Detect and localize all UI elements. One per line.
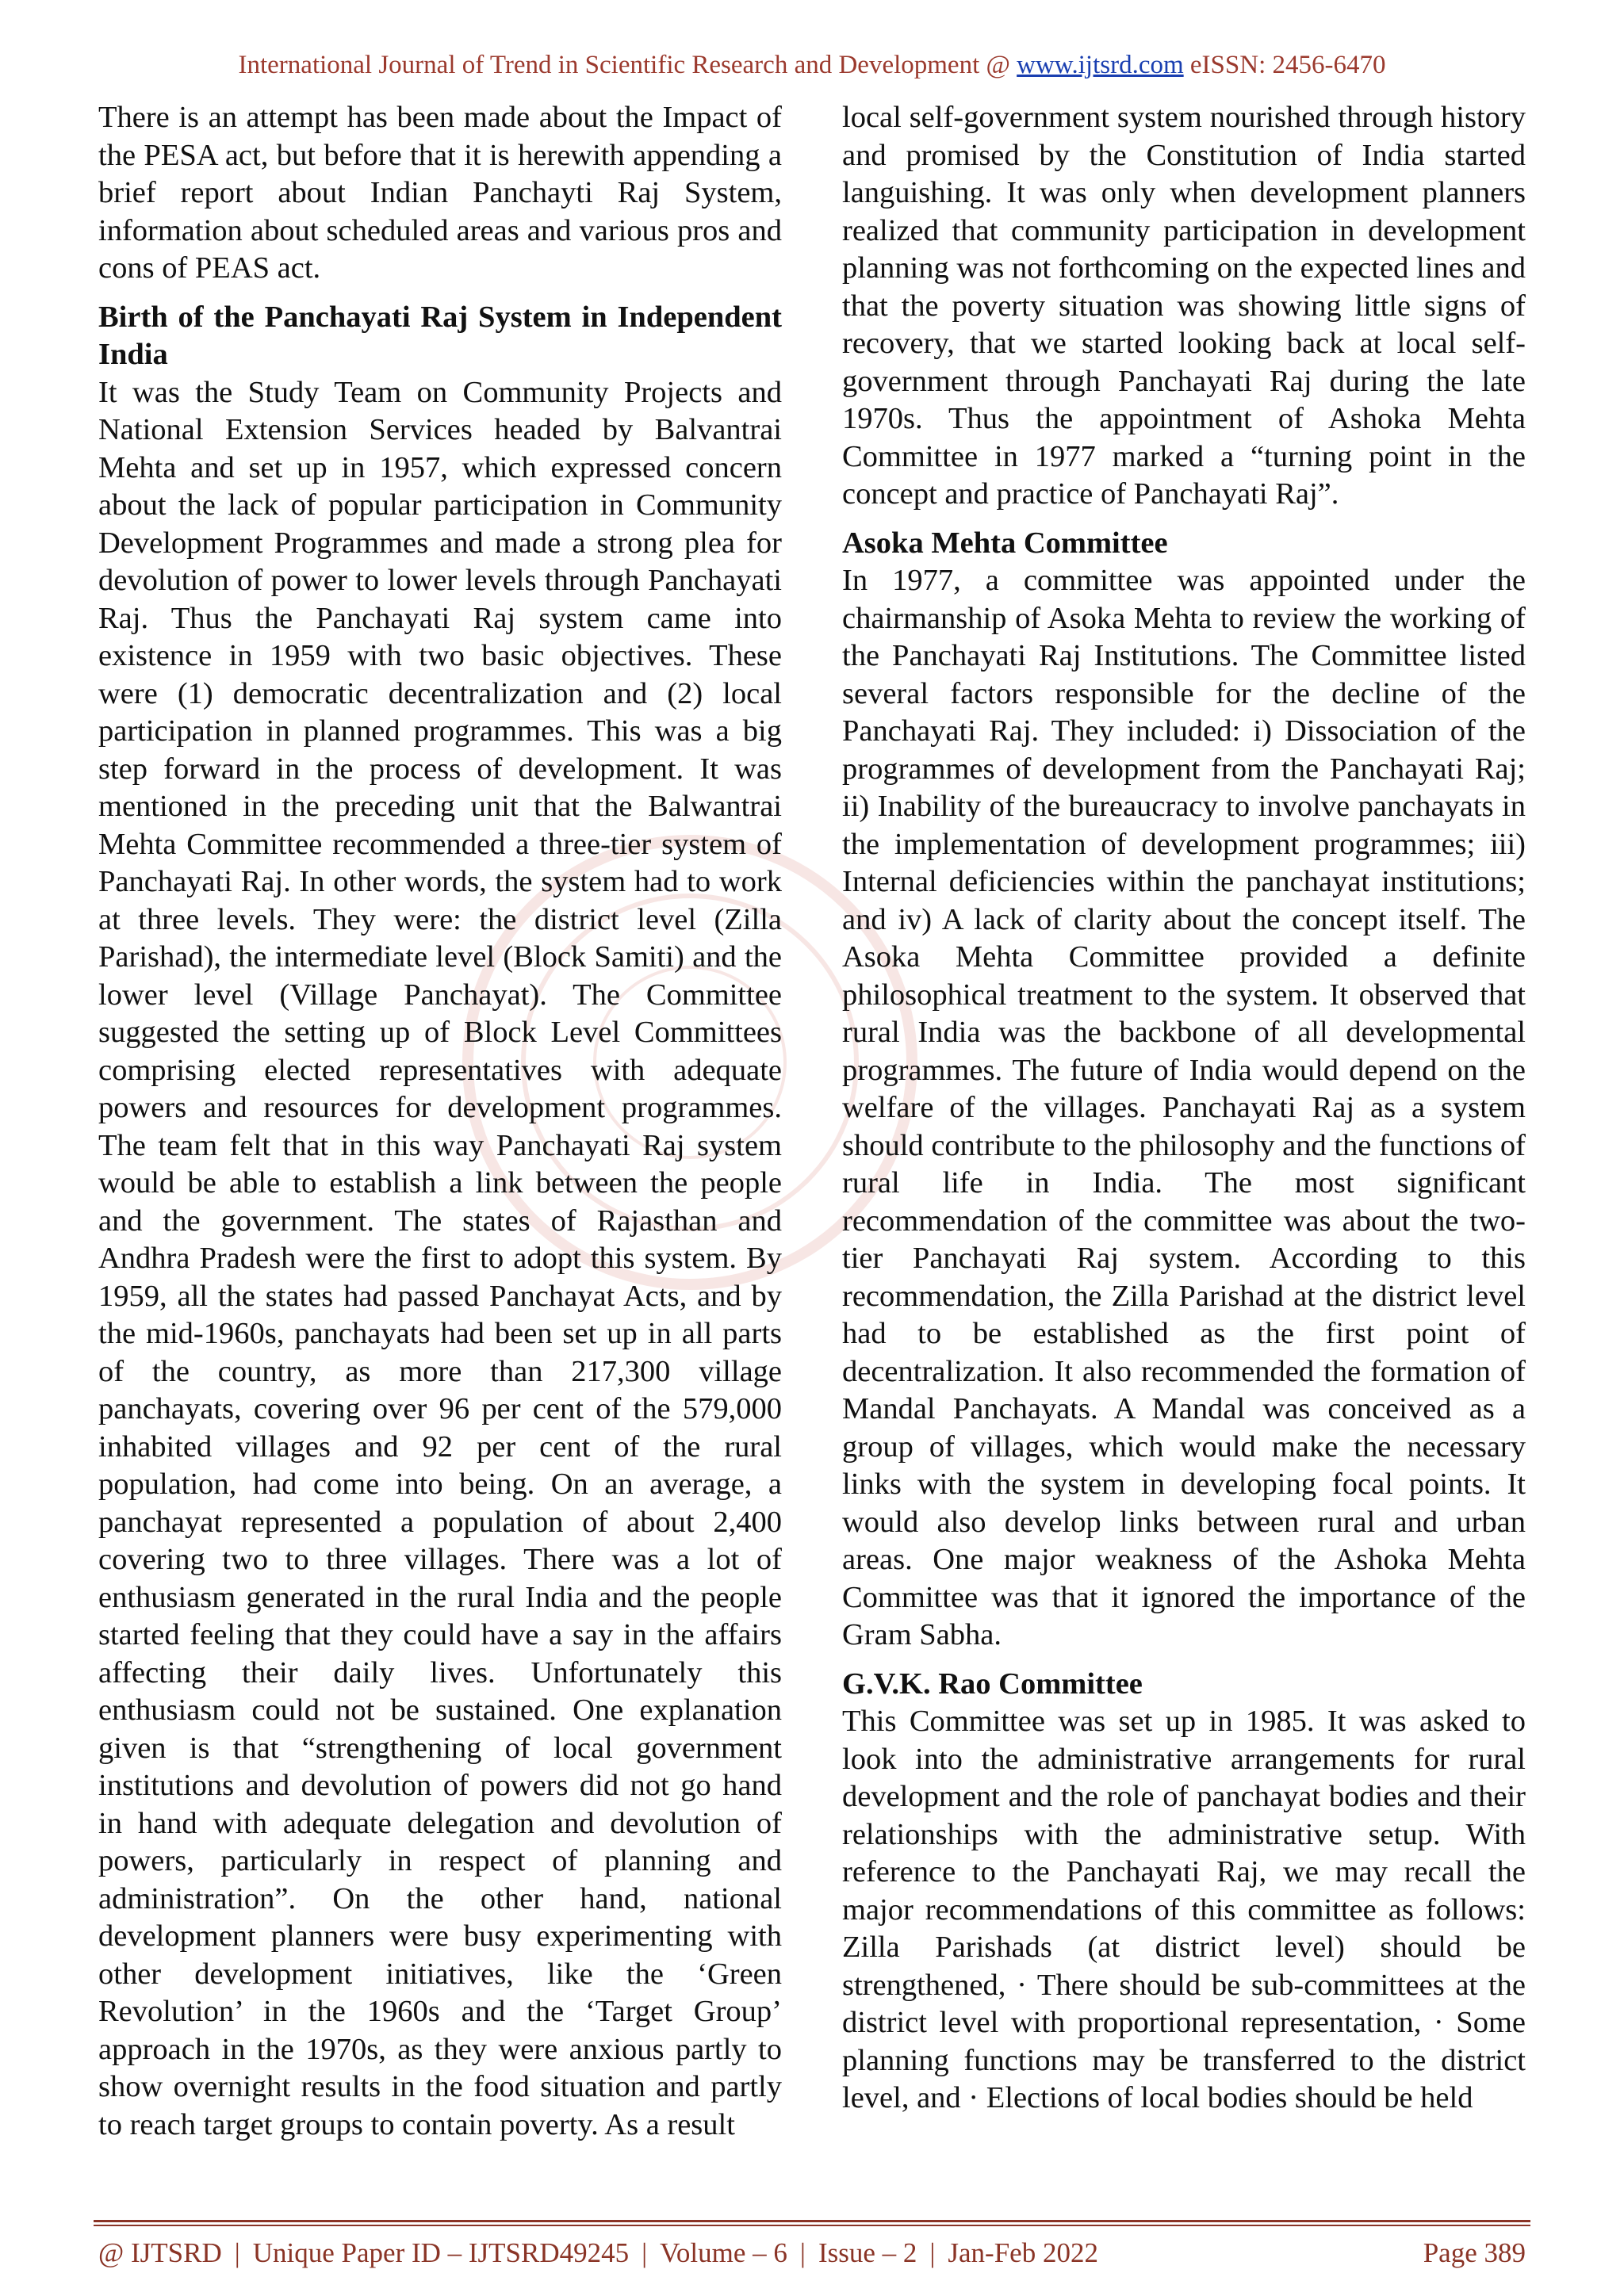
continuation-paragraph: local self-government system nourished through history and promised by the Constitution of India started languishing. It was only when development planners realized that community participation in development planning was not forthcoming on the expected lines and that the poverty situation was showing little signs of recovery, that we started looking back at local self-government through Panchayati Raj during the late 1970s. Thus the appointment of Ashoka Mehta Committee in 1977 marked a “turning point in the concept and practice of Panchayati Raj”. xyxy=(842,101,1526,511)
left-column xyxy=(98,99,782,2144)
section-heading-gvk-rao-committee: G.V.K. Rao Committee xyxy=(842,1667,1143,1701)
footer-issue: Issue – 2 xyxy=(818,2237,917,2268)
section-body-birth-of-panchayati-raj: It was the Study Team on Community Projects and National Extension Services headed by Balvantrai Mehta and set up in 1957, which expressed concern about the lack of popular participation in Community Development Programmes and made a strong plea for devolution of power to lower levels through Panchayati Raj. Thus the Panchayati Raj system came into existence in 1959 with two basic objectives. These were (1) democratic decentralization and (2) local participation in planned programmes. This was a big step forward in the process of development. It was mentioned in the preceding unit that the Balwantrai Mehta Committee recommended a three-tier system of Panchayati Raj. In other words, the system had to work at three levels. They were: the district level (Zilla Parishad), the intermediate level (Block Samiti) and the lower level (Village Panchayat). The Committee suggested the setting up of Block Level Committees comprising elected representatives with adequate powers and resources for development programmes. The team felt that in this way Panchayati Raj system would be able to establish a link between the people and the government. The states of Rajasthan and Andhra Pradesh were the first to adopt this system. By 1959, all the states had passed Panchayat Acts, and by the mid-1960s, panchayats had been set up in all parts of the country, as more than 217,300 village panchayats, covering over 96 per cent of the 579,000 inhabited villages and 92 per cent of the rural population, had come into being. On an average, a panchayat represented a population of about 2,400 covering two to three villages. There was a lot of enthusiasm generated in the rural India and the people started feeling that they could have a say in the affairs affecting their daily lives. Unfortunately this enthusiasm could not be sustained. One explanation given is that “strengthening of local government institutions and devolution of powers did not go hand in hand with adequate delegation and devolution of powers, particularly in respect of planning and administration”. On the other hand, national development planners were busy experimenting with other development initiatives, like the ‘Green Revolution’ in the 1960s and the ‘Target Group’ approach in the 1970s, as they were anxious partly to show overnight results in the food situation and partly to reach target groups to contain poverty. As a result xyxy=(98,375,782,2141)
issn: eISSN: 2456-6470 xyxy=(1189,51,1386,79)
right-column xyxy=(842,99,1526,2118)
footer-divider-thin xyxy=(94,2225,1530,2226)
page-header xyxy=(0,49,1624,81)
footer-divider xyxy=(94,2220,1530,2222)
intro-paragraph: There is an attempt has been made about the Impact of the PESA act, but before that it is herewith appending a brief report about Indian Panchayti Raj System, information about scheduled areas and various pros and cons of PEAS act. xyxy=(98,101,782,285)
section-body-asoka-mehta-committee: In 1977, a committee was appointed under the chairmanship of Asoka Mehta to review the working of the Panchayati Raj Institutions. The Committee listed several factors responsible for the decline of the Panchayati Raj. They included: i) Dissociation of the programmes of development from the Panchayati Raj; ii) Inability of the bureaucracy to involve panchayats in the implementation of development programmes; iii) Internal deficiencies within the panchayat institutions; and iv) A lack of clarity about the concept itself. The Asoka Mehta Committee provided a definite philosophical treatment to the system. It observed that rural India was the backbone of all developmental programmes. The future of India would depend on the welfare of the villages. Panchayati Raj as a system should contribute to the philosophy and the functions of rural life in India. The most significant recommendation of the committee was about the two-tier Panchayati Raj system. According to this recommendation, the Zilla Parishad at the district level had to be established as the first point of decentralization. It also recommended the formation of Mandal Panchayats. A Mandal was conceived as a group of villages, which would make the necessary links with the system in developing focal points. It would also develop links between rural and urban areas. One major weakness of the Ashoka Mehta Committee was that it ignored the importance of the Gram Sabha. xyxy=(842,564,1526,1651)
journal-url-link[interactable]: www.ijtsrd.com xyxy=(1017,51,1184,79)
section-body-gvk-rao-committee: This Committee was set up in 1985. It was asked to look into the administrative arrangements for rural development and the role of panchayat bodies and their relationships with the administrative setup. With reference to the Panchayati Raj, we may recall the major recommendations of this committee as follows: Zilla Parishads (at district level) should be strengthened, · There should be sub-committees at the district level with proportional representation, · Some planning functions may be transferred to the district level, and · Elections of local bodies should be held xyxy=(842,1705,1526,2114)
page-footer: @ IJTSRD | Unique Paper ID – IJTSRD49245 | Volume – 6 | Issue – 2 | Jan-Feb 2022 Page 389 xyxy=(98,2237,1526,2268)
footer-date: Jan-Feb 2022 xyxy=(948,2237,1098,2268)
footer-journal: @ IJTSRD xyxy=(98,2237,222,2268)
page-number: Page 389 xyxy=(1423,2237,1526,2268)
section-heading-birth-of-panchayati-raj: Birth of the Panchayati Raj System in Independent India xyxy=(98,300,782,371)
journal-title: International Journal of Trend in Scientific Research and Development @ xyxy=(238,51,1010,79)
section-heading-asoka-mehta-committee: Asoka Mehta Committee xyxy=(842,526,1168,560)
footer-paper-id: Unique Paper ID – IJTSRD49245 xyxy=(252,2237,630,2268)
footer-volume: Volume – 6 xyxy=(660,2237,787,2268)
